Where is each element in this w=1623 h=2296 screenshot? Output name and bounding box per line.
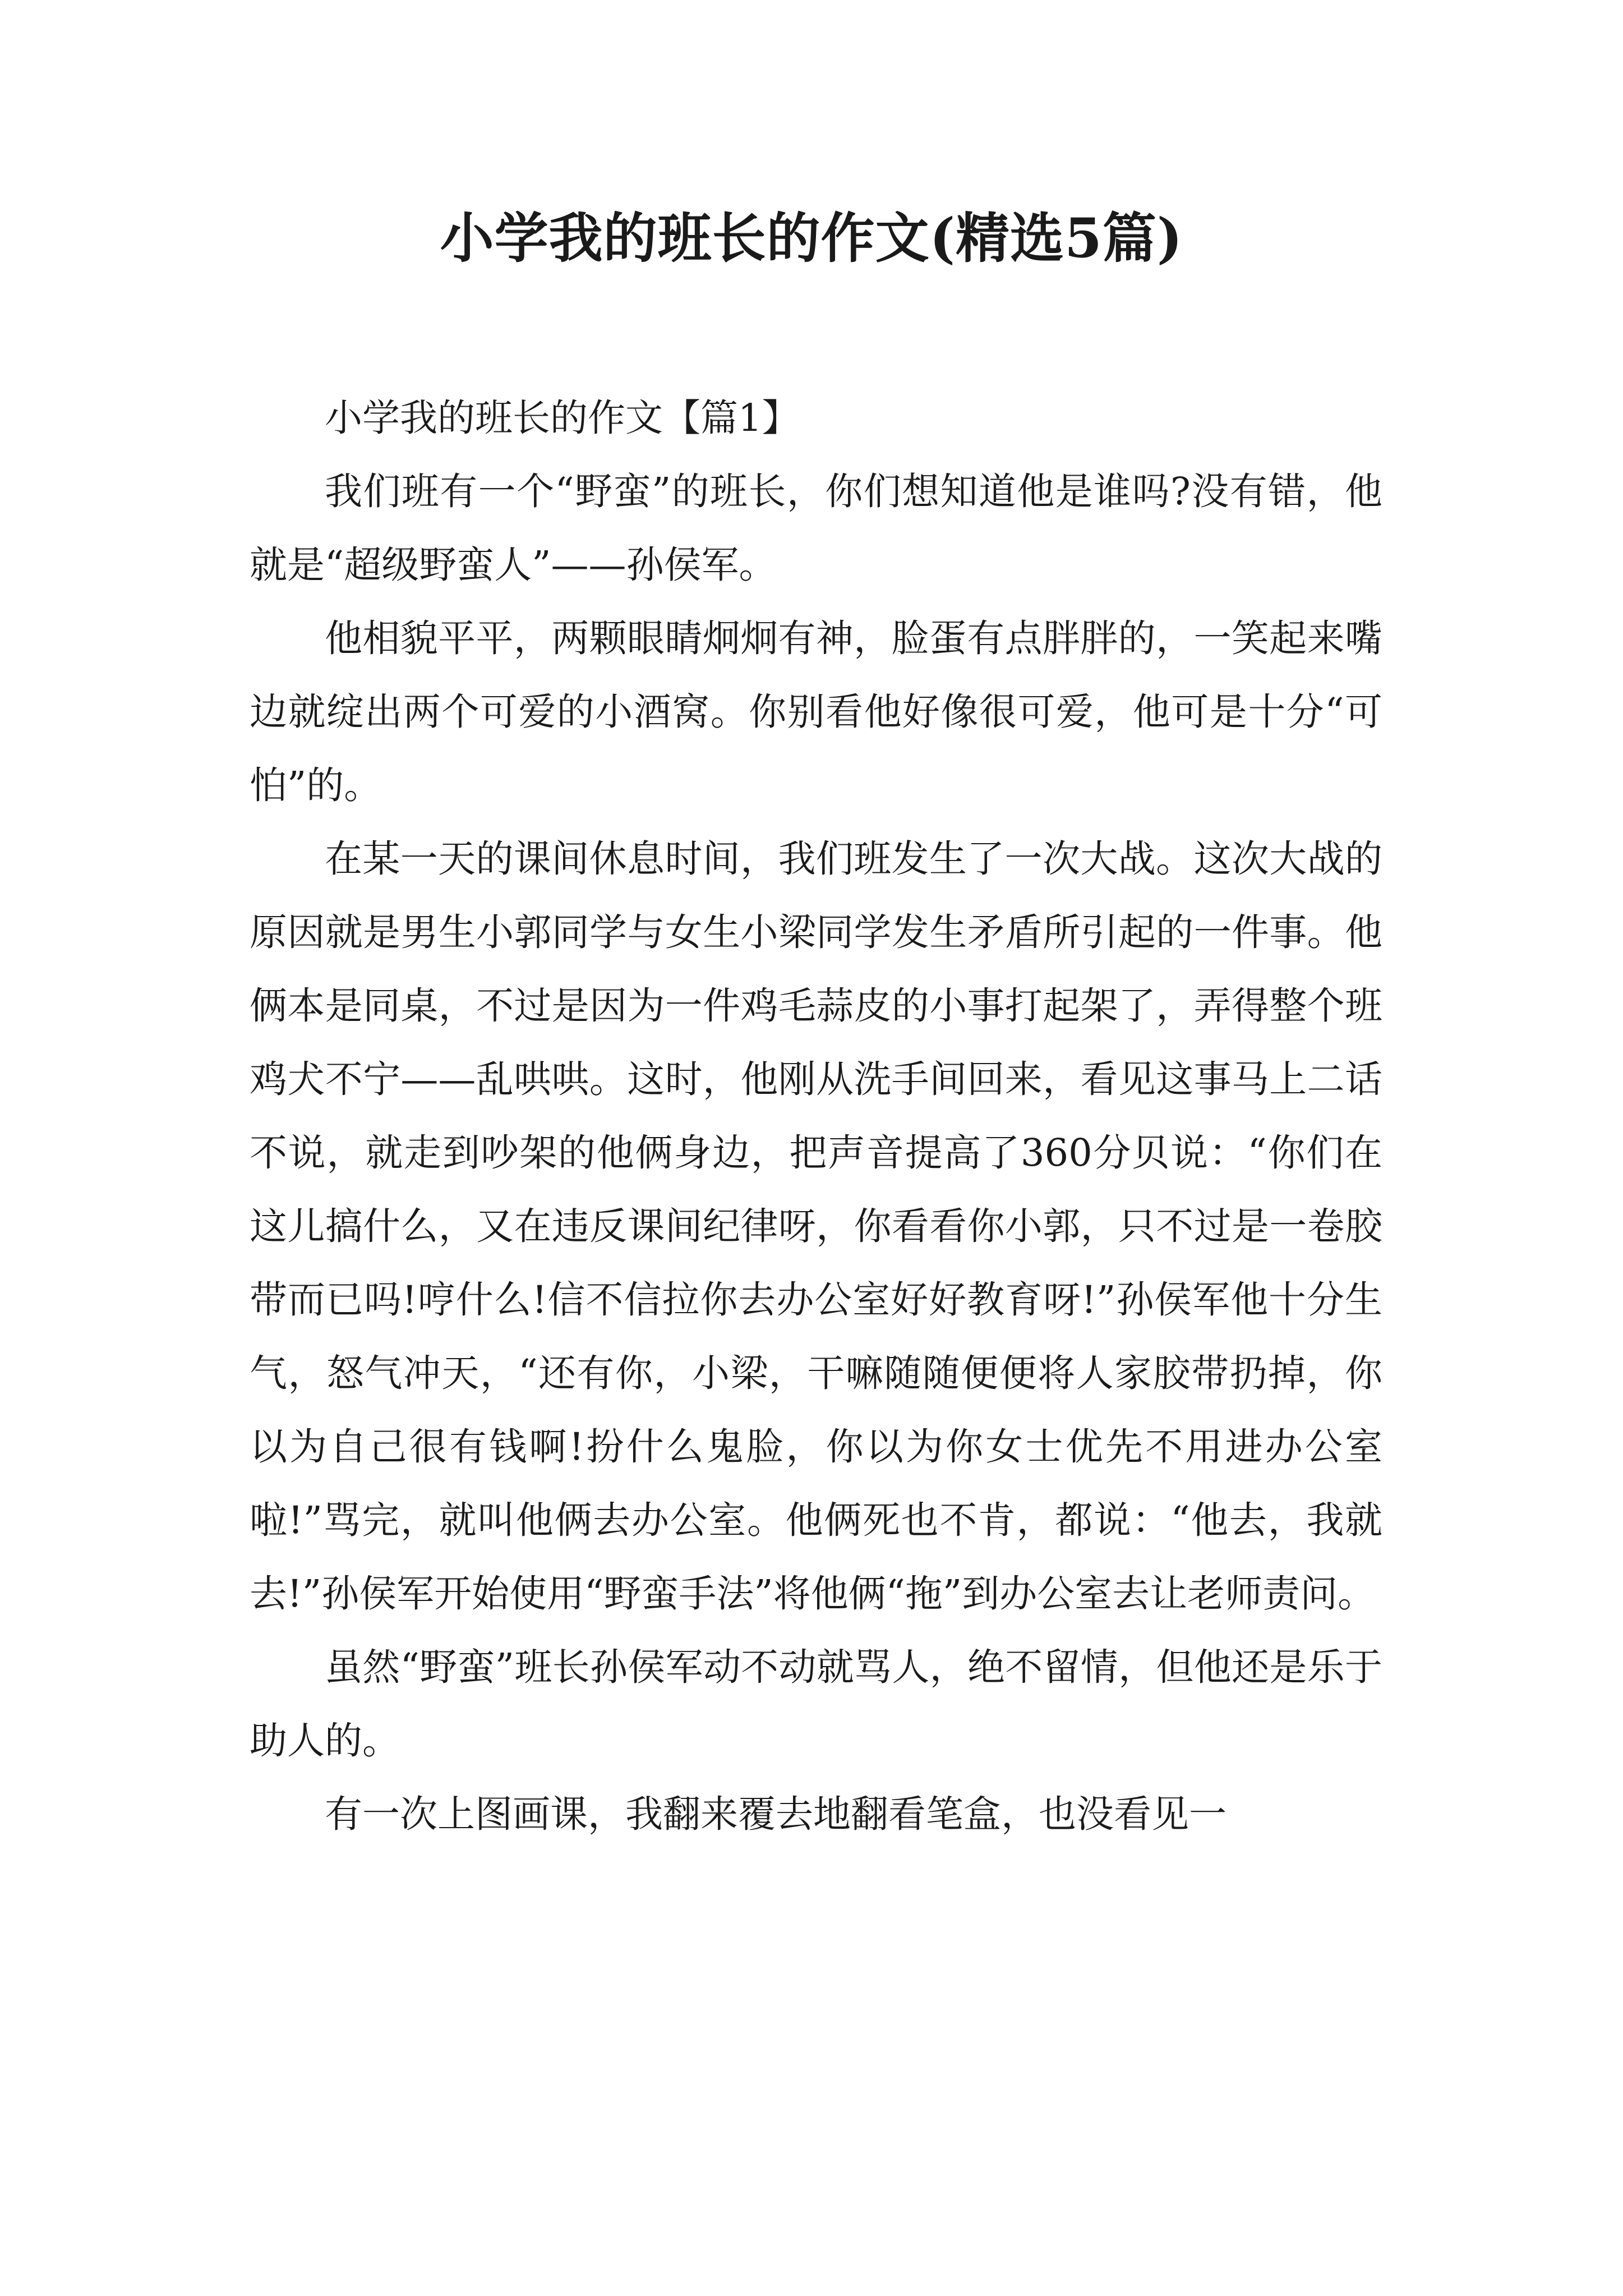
- paragraph-3: 在某一天的课间休息时间，我们班发生了一次大战。这次大战的原因就是男生小郭同学与女生小梁同学发生矛盾所引起的一件事。他俩本是同桌，不过是因为一件鸡毛蒜皮的小事打起架了，弄得整个班鸡犬不宁——乱哄哄。这时，他刚从洗手间回来，看见这事马上二话不说，就走到吵架的他俩身边，把声音提高了360分贝说：“你们在这儿搞什么，又在违反课间纪律呀，你看看你小郭，只不过是一卷胶带而已吗!哼什么!信不信拉你去办公室好好教育呀!”孙侯军他十分生气，怒气冲天，“还有你，小梁，干嘛随随便便将人家胶带扔掉，你以为自己很有钱啊!扮什么鬼脸，你以为你女士优先不用进办公室啦!”骂完，就叫他俩去办公室。他俩死也不肯，都说：“他去，我就去!”孙侯军开始使用“野蛮手法”将他俩“拖”到办公室去让老师责问。: [250, 837, 1382, 1616]
- paragraph-2: 他相貌平平，两颗眼睛炯炯有神，脸蛋有点胖胖的，一笑起来嘴边就绽出两个可爱的小酒窝。你别看他好像很可爱，他可是十分“可怕”的。: [250, 616, 1382, 807]
- paragraph-1: 我们班有一个“野蛮”的班长，你们想知道他是谁吗?没有错，他就是“超级野蛮人”——孙侯军。: [250, 470, 1382, 587]
- paragraph-5: 有一次上图画课，我翻来覆去地翻看笔盒，也没看见一: [325, 1792, 1227, 1836]
- document-body: [250, 381, 1382, 1851]
- section-heading: 小学我的班长的作文【篇1】: [325, 396, 800, 440]
- paragraph-4: 虽然“野蛮”班长孙侯军动不动就骂人，绝不留情，但他还是乐于助人的。: [250, 1645, 1382, 1763]
- document-title: 小学我的班长的作文(精选5篇): [440, 206, 1183, 270]
